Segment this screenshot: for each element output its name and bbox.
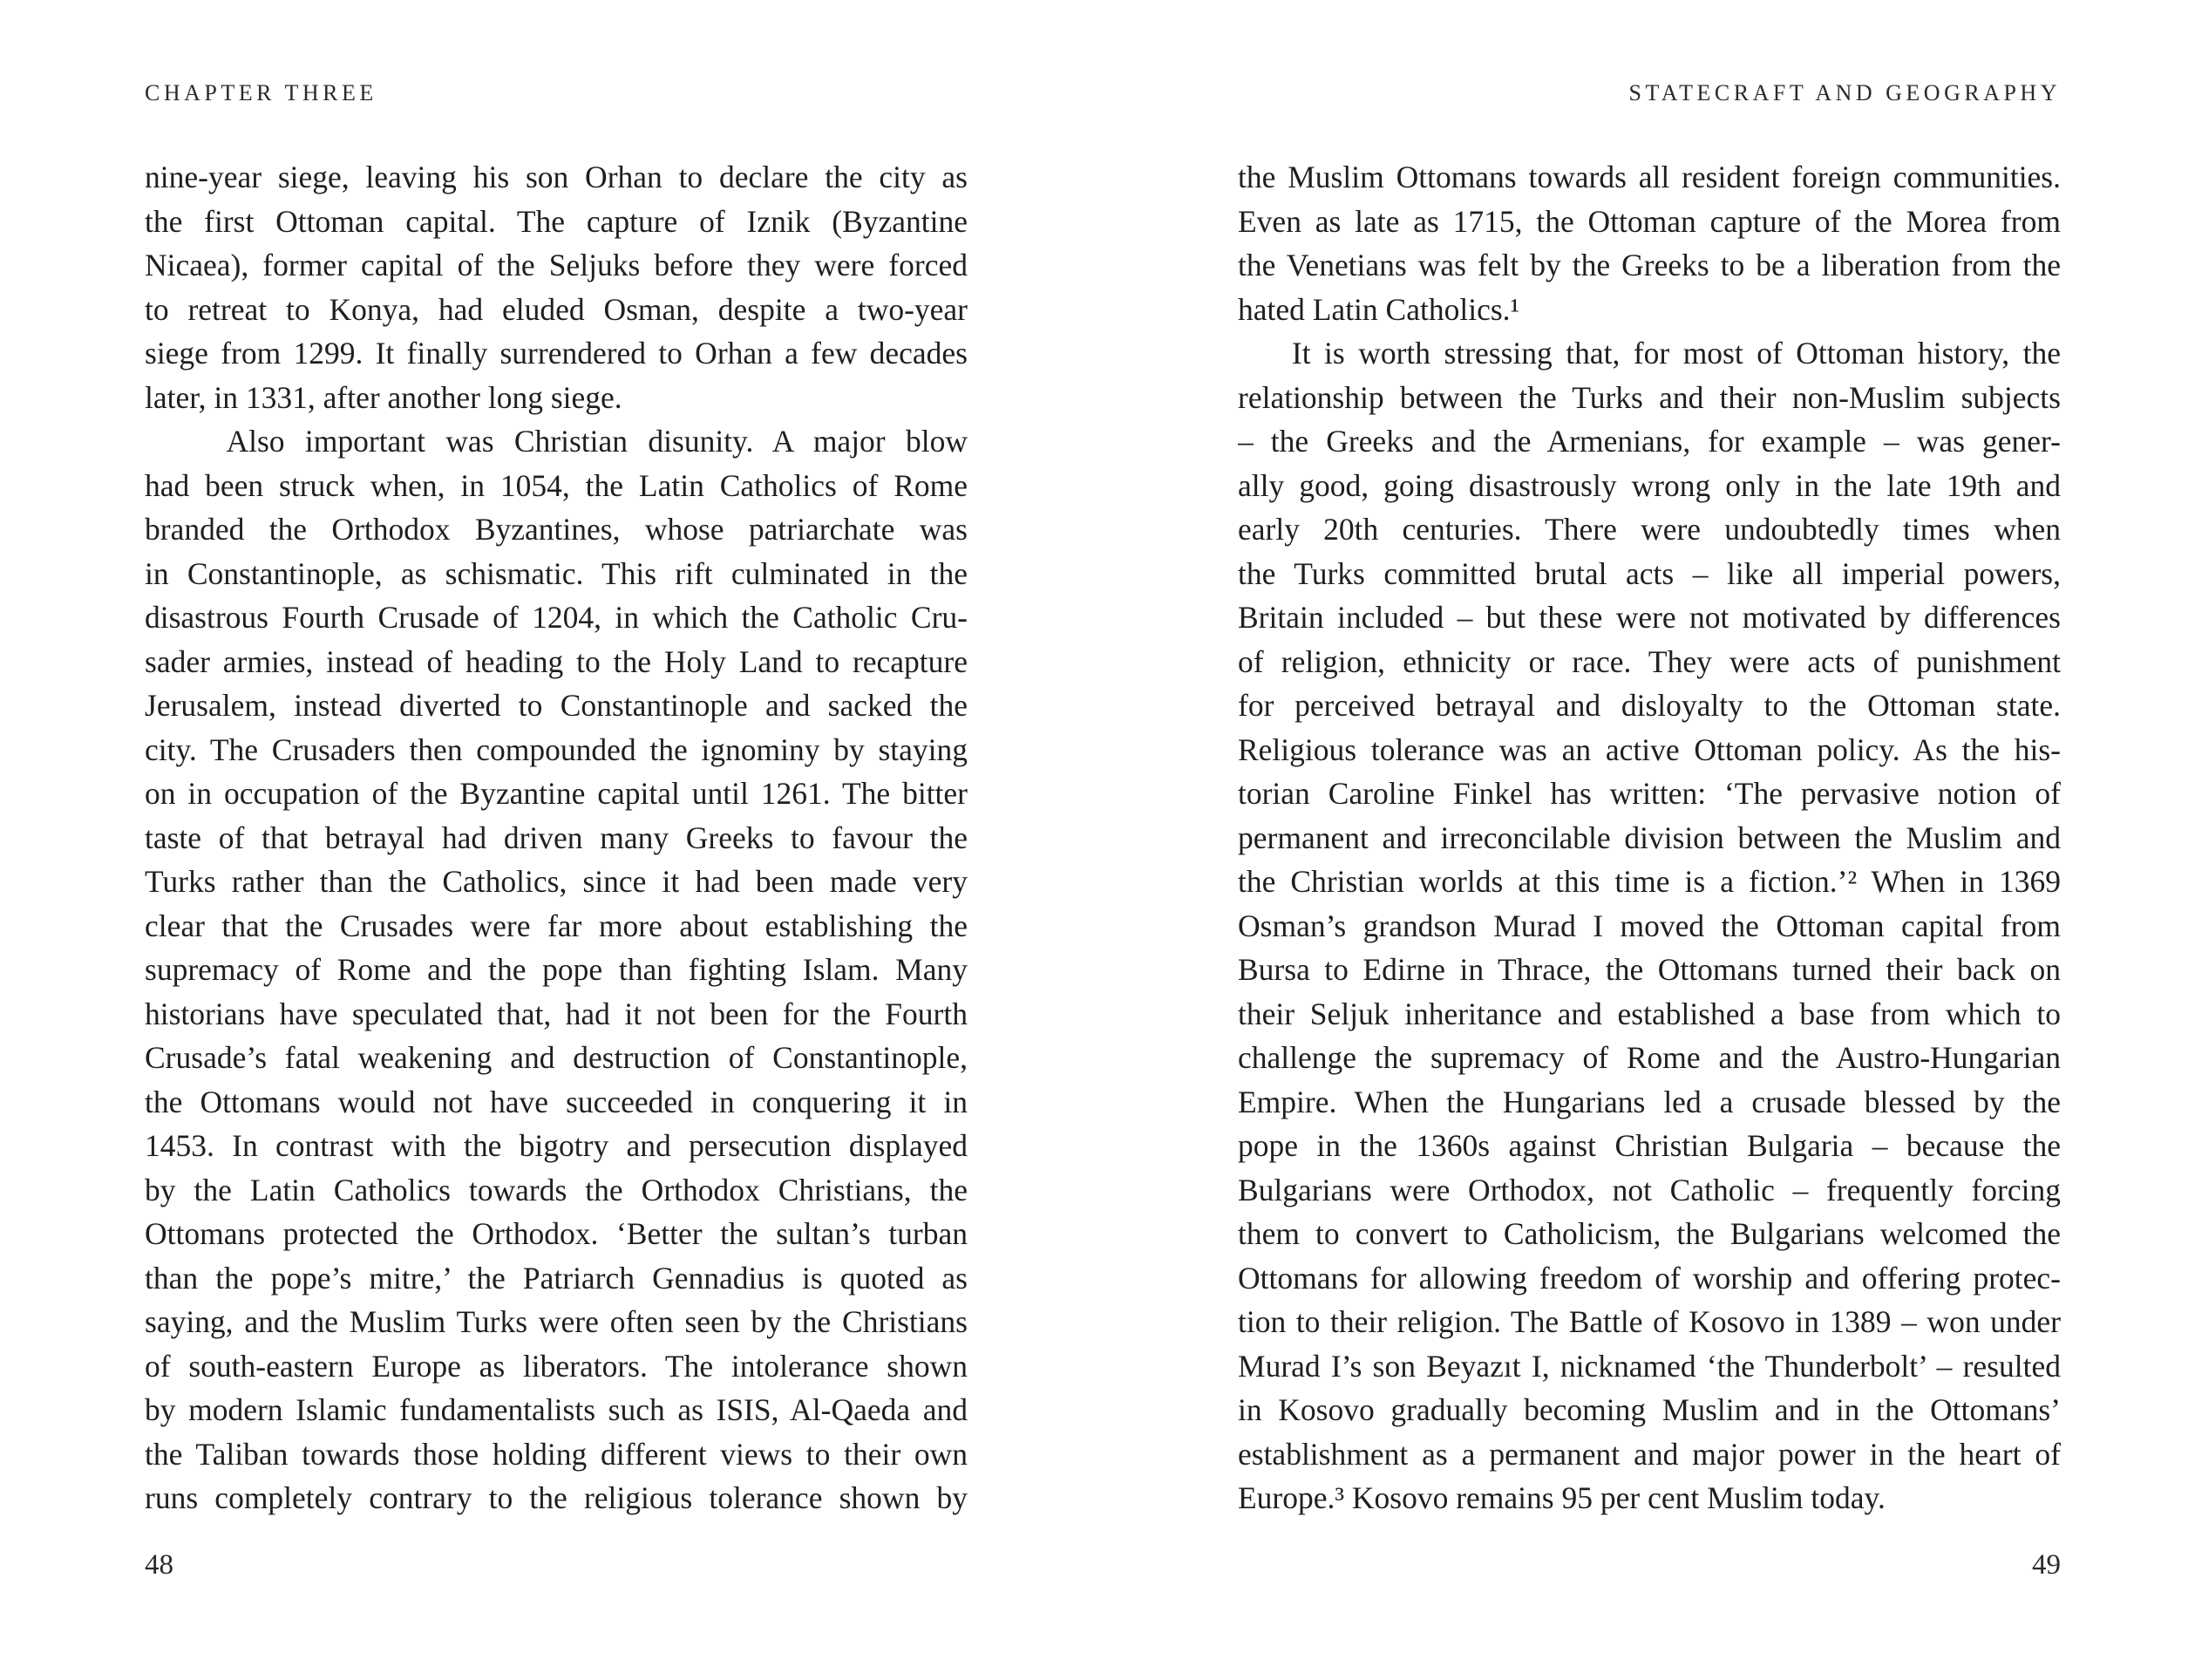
left-page-body — [145, 155, 968, 1520]
text-line: in Constantinople, as schismatic. This rift culminated in the — [145, 555, 968, 591]
text-line: the Venetians was felt by the Greeks to be a liberation from the — [1238, 248, 2061, 282]
text-line: pope in the 1360s against Christian Bulgaria – because the — [1238, 1128, 2061, 1163]
right-page-body — [1238, 155, 2061, 1520]
text-line: Jerusalem, instead diverted to Constantinople and sacked the — [145, 688, 968, 723]
text-line: Britain included – but these were not motivated by differences — [1238, 600, 2061, 635]
text-line: by the Latin Catholics towards the Orthodox Christians, the — [145, 1172, 968, 1207]
text-line: Osman’s grandson Murad I moved the Ottoman capital from — [1238, 908, 2061, 943]
text-line: supremacy of Rome and the pope than fighting Islam. Many — [145, 952, 968, 987]
text-line: the first Ottoman capital. The capture of Iznik (Byzantine — [145, 203, 968, 239]
text-line: had been struck when, in 1054, the Latin Catholics of Rome — [145, 467, 968, 503]
page-number-left: 48 — [145, 1549, 173, 1581]
text-line: the Ottomans would not have succeeded in conquering it in — [145, 1084, 968, 1119]
left-page — [145, 0, 968, 1680]
text-line: tion to their religion. The Battle of Kosovo in 1389 – won under — [1238, 1304, 2061, 1339]
text-line: relationship between the Turks and their non-Muslim subjects — [1238, 379, 2061, 415]
text-line: Even as late as 1715, the Ottoman capture of the Morea from — [1238, 203, 2061, 239]
text-line: Europe.³ Kosovo remains 95 per cent Muslim today. — [1238, 1480, 1886, 1515]
text-line: Religious tolerance was an active Ottoman policy. As the his- — [1238, 731, 2061, 767]
text-line: runs completely contrary to the religious tolerance shown by — [145, 1480, 968, 1515]
text-line: in Kosovo gradually becoming Muslim and in the Ottomans’ — [1238, 1392, 2061, 1427]
text-line: their Seljuk inheritance and established a base from which to — [1238, 996, 2061, 1031]
text-line: 1453. In contrast with the bigotry and persecution displayed — [145, 1128, 968, 1163]
text-line: taste of that betrayal had driven many Greeks to favour the — [145, 820, 968, 855]
text-line: Nicaea), former capital of the Seljuks before they were forced — [145, 248, 968, 282]
text-line: the Muslim Ottomans towards all resident foreign communities. — [1238, 160, 2061, 194]
text-line: Ottomans for allowing freedom of worship and offering protec- — [1238, 1260, 2061, 1296]
text-line: them to convert to Catholicism, the Bulgarians welcomed the — [1238, 1216, 2061, 1251]
right-page — [1238, 0, 2061, 1680]
text-line: challenge the supremacy of Rome and the Austro-Hungarian — [1238, 1040, 2061, 1075]
text-line: the Taliban towards those holding different views to their own — [145, 1436, 968, 1472]
text-line: siege from 1299. It finally surrendered to Orhan a few decades — [145, 336, 968, 371]
text-line: Empire. When the Hungarians led a crusade blessed by the — [1238, 1084, 2061, 1119]
page-number-right: 49 — [2032, 1549, 2061, 1581]
text-line: torian Caroline Finkel has written: ‘The pervasive notion of — [1238, 776, 2061, 811]
text-line: hated Latin Catholics.¹ — [1238, 291, 1520, 327]
text-line: later, in 1331, after another long siege. — [145, 379, 622, 415]
running-head-left: CHAPTER THREE — [145, 80, 377, 105]
text-line: the Christian worlds at this time is a fiction.’² When in 1369 — [1238, 864, 2061, 899]
text-line: It is worth stressing that, for most of Ottoman history, the — [1238, 336, 2061, 371]
text-line: establishment as a permanent and major power in the heart of — [1238, 1436, 2061, 1472]
text-line: of south-eastern Europe as liberators. The intolerance shown — [145, 1348, 968, 1384]
text-line: Murad I’s son Beyazıt I, nicknamed ‘the Thunderbolt’ – resulted — [1238, 1348, 2061, 1384]
text-line: than the pope’s mitre,’ the Patriarch Gennadius is quoted as — [145, 1260, 968, 1296]
text-line: to retreat to Konya, had eluded Osman, despite a two-year — [145, 291, 968, 327]
text-line: on in occupation of the Byzantine capital until 1261. The bitter — [145, 776, 968, 811]
text-line: Bulgarians were Orthodox, not Catholic – frequently forcing — [1238, 1172, 2061, 1207]
text-line: Bursa to Edirne in Thrace, the Ottomans turned their back on — [1238, 952, 2061, 987]
text-line: ally good, going disastrously wrong only in the late 19th and — [1238, 467, 2061, 503]
text-line: saying, and the Muslim Turks were often seen by the Christians — [145, 1304, 968, 1339]
text-line: by modern Islamic fundamentalists such as ISIS, Al-Qaeda and — [145, 1392, 968, 1427]
text-line: Crusade’s fatal weakening and destruction of Constantinople, — [145, 1040, 968, 1075]
text-line: – the Greeks and the Armenians, for example – was gener- — [1238, 424, 2061, 459]
text-line: historians have speculated that, had it not been for the Fourth — [145, 996, 968, 1031]
text-line: the Turks committed brutal acts – like all imperial powers, — [1238, 555, 2061, 591]
text-line: Turks rather than the Catholics, since it had been made very — [145, 864, 968, 899]
text-line: nine-year siege, leaving his son Orhan to declare the city as — [145, 160, 968, 194]
text-line: city. The Crusaders then compounded the ignominy by staying — [145, 731, 968, 767]
text-line: sader armies, instead of heading to the Holy Land to recapture — [145, 643, 968, 679]
text-line: for perceived betrayal and disloyalty to the Ottoman state. — [1238, 688, 2061, 723]
text-line: of religion, ethnicity or race. They were acts of punishment — [1238, 643, 2061, 679]
text-line: branded the Orthodox Byzantines, whose patriarchate was — [145, 512, 968, 547]
text-line: disastrous Fourth Crusade of 1204, in which the Catholic Cru- — [145, 600, 968, 635]
text-line: permanent and irreconcilable division between the Muslim and — [1238, 820, 2061, 855]
text-line: Ottomans protected the Orthodox. ‘Better the sultan’s turban — [145, 1216, 968, 1251]
running-head-right: STATECRAFT AND GEOGRAPHY — [1628, 80, 2061, 105]
text-line: clear that the Crusades were far more about establishing the — [145, 908, 968, 943]
text-line: early 20th centuries. There were undoubtedly times when — [1238, 512, 2061, 547]
text-line: Also important was Christian disunity. A major blow — [145, 424, 968, 459]
